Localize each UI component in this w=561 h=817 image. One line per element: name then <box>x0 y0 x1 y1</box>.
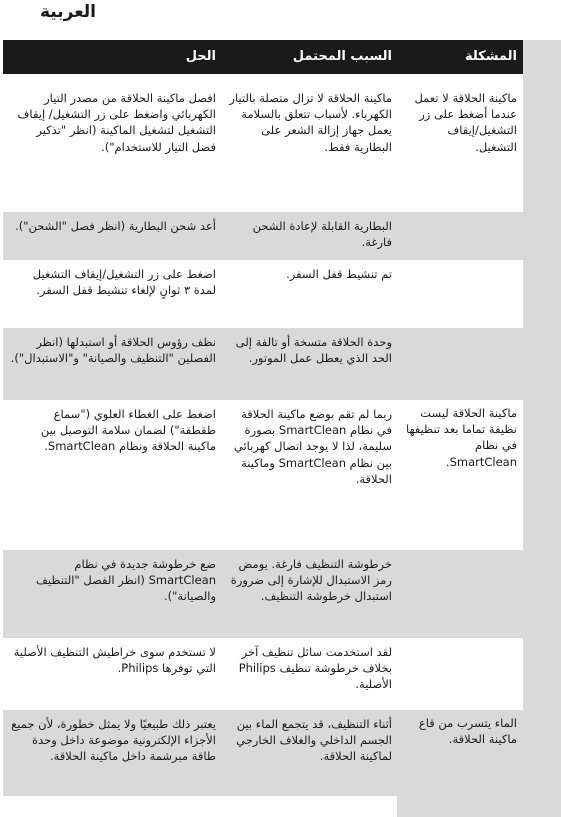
cause-cell: تم تنشيط قفل السفر. <box>286 267 392 281</box>
cause-cell: لقد استخدمت سائل تنظيف آخر بخلاف خرطوشة تنظيف Philips الأصلية. <box>238 645 392 692</box>
solution-cell: أعد شحن البطارية (انظر فصل "الشحن"). <box>15 219 216 233</box>
table-body <box>3 74 523 796</box>
solution-cell: نظف رؤوس الحلاقة أو استبدلها (انظر الفصلين "التنظيف والصيانة" و"الاستبدال"). <box>10 335 216 366</box>
header-cause: السبب المحتمل <box>292 49 392 64</box>
problem-cell: الماء يتسرب من قاع ماكينة الحلاقة. <box>418 716 517 747</box>
table-row <box>3 260 523 328</box>
cause-cell: وحدة الحلاقة متسخة أو تالفة إلى الحد الذي يعطل عمل الموتور. <box>235 335 392 366</box>
header-solution: الحل <box>185 49 216 64</box>
problem-cell: ماكينة الحلاقة لا تعمل عندما أضغط على زر التشغيل/إيقاف التشغيل. <box>414 91 517 154</box>
header-problem: المشكلة <box>464 49 517 64</box>
solution-cell: يعتبر ذلك طبيعيًا ولا يمثل خطورة، لأن جميع الأجزاء الإلكترونية موضوعة داخل وحدة طاقة مبرشمة داخل ماكينة الحلاقة. <box>11 717 216 764</box>
problem-cell <box>398 260 523 328</box>
cause-cell: البطارية القابلة لإعادة الشحن فارغة. <box>252 219 392 250</box>
solution-cell: لا تستخدم سوى خراطيش التنظيف الأصلية التي توفرها Philips. <box>13 645 216 676</box>
solution-cell: افصل ماكينة الحلاقة من مصدر التيار الكهربائي واضغط على زر التشغيل/ إيقاف التشغيل لتشغيل الماكينة (انظر "تذكير فصل التيار للاستخدام"). <box>17 91 216 154</box>
language-title: العربية <box>40 2 97 22</box>
table-row <box>3 212 523 260</box>
cause-cell: أثناء التنظيف، قد يتجمع الماء بين الجسم الداخلي والغلاف الخارجي لماكينة الحلاقة. <box>236 717 392 764</box>
cause-cell: ماكينة الحلاقة لا تزال متصلة بالتيار الكهرباء. لأسباب تتعلق بالسلامة يعمل جهاز إزالة الشعر على البطارية فقط. <box>229 91 392 154</box>
problem-cell <box>398 550 523 638</box>
solution-cell: اضغط على زر التشغيل/إيقاف التشغيل لمدة ٣ ثوانٍ لإلغاء تنشيط قفل السفر. <box>32 267 216 298</box>
solution-cell: ضع خرطوشة جديدة في نظام SmartClean (انظر الفصل "التنظيف والصيانة"). <box>35 557 216 604</box>
problem-cell <box>398 328 523 400</box>
solution-cell: اضغط على الغطاء العلوي ("سماع طقطقة") لضمان سلامة التوصيل بين ماكينة الحلاقة ونظام SmartClean. <box>40 407 216 454</box>
table-row <box>3 328 523 400</box>
table-row <box>3 638 523 710</box>
problem-cell: ماكينة الحلاقة ليست نظيفة تماما بعد تنظيفها في نظام SmartClean. <box>405 406 517 469</box>
table-header <box>3 40 523 74</box>
troubleshooting-table <box>3 40 523 796</box>
table-row <box>3 550 523 638</box>
cause-cell: ربما لم تقم بوضع ماكينة الحلاقة في نظام SmartClean بصورة سليمة، لذا لا يوجد اتصال كهربائي بين نظام SmartClean وماكينة الحلاقة. <box>233 407 392 486</box>
cause-cell: خرطوشة التنظيف فارغة. يومض رمز الاستبدال للإشارة إلى ضرورة استبدال خرطوشة التنظيف. <box>230 557 392 604</box>
side-language-tab <box>523 40 561 817</box>
problem-cell <box>398 212 523 260</box>
table-row <box>3 710 523 796</box>
table-row <box>3 400 523 550</box>
table-row <box>3 74 523 212</box>
problem-cell <box>398 638 523 710</box>
